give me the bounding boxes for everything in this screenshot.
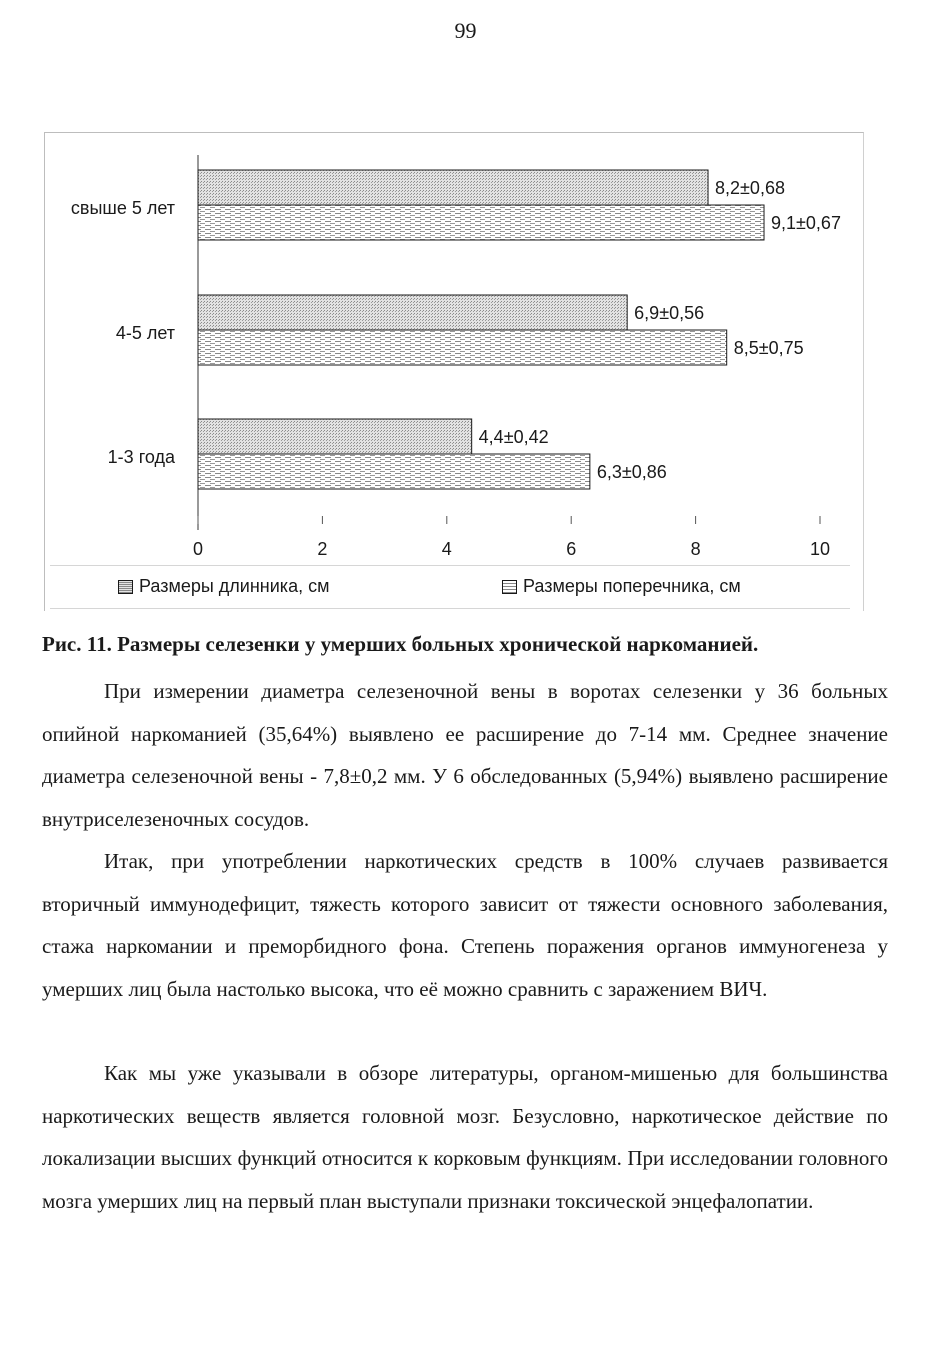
data-label: 9,1±0,67 <box>771 213 841 233</box>
page-number: 99 <box>454 18 477 43</box>
x-tick-label: 4 <box>441 539 452 559</box>
x-tick-label: 6 <box>566 539 577 559</box>
bar <box>198 454 590 489</box>
data-label: 8,2±0,68 <box>715 178 785 198</box>
data-label: 8,5±0,75 <box>733 338 804 358</box>
chart-legend <box>50 565 850 609</box>
data-label: 4,4±0,42 <box>478 427 549 447</box>
category-label: 1-3 года <box>107 447 175 467</box>
x-tick-label: 10 <box>809 539 831 559</box>
bar-chart <box>45 133 863 611</box>
data-label: 6,3±0,86 <box>596 462 667 482</box>
legend-item-width <box>502 576 741 597</box>
legend-label-width: Размеры поперечника, см <box>523 576 741 596</box>
category-label: свыше 5 лет <box>70 198 175 218</box>
legend-item-length <box>118 576 329 597</box>
legend-swatch-width <box>502 580 517 594</box>
bar <box>198 170 708 205</box>
legend-swatch-length <box>118 580 133 594</box>
paragraph-1: При измерении диаметра селезеночной вены в воротах селезенки у 36 больных опийной наркоманией (35,64%) выявлено ее расширение до 7-14 мм. Среднее значение диаметра селезеночной вены - 7,8±0,2 мм. У 6 обследованных (5,94%) выявлено расширение внутриселезеночных сосудов. <box>42 679 888 831</box>
x-tick-label: 8 <box>690 539 701 559</box>
bar <box>198 205 764 240</box>
paragraph-3: Как мы уже указывали в обзоре литературы, органом-мишенью для большинства наркотических веществ является головной мозг. Безусловно, наркотическое действие по локализации высших функций относится к корковым функциям. При исследовании головного мозга умерших лиц на первый план выступали признаки токсической энцефалопатии. <box>42 1061 888 1213</box>
paragraph-2: Итак, при употреблении наркотических средств в 100% случаев развивается вторичный иммунодефицит, тяжесть которого зависит от тяжести основного заболевания, стажа наркомании и преморбидного фона. Степень поражения органов иммуногенеза у умерших лиц была настолько высока, что её можно сравнить с заражением ВИЧ. <box>42 849 888 1001</box>
figure-caption: Рис. 11. Размеры селезенки у умерших больных хронической наркоманией. <box>42 632 759 656</box>
bar <box>198 295 627 330</box>
x-tick-label: 0 <box>192 539 204 559</box>
bar <box>198 419 472 454</box>
x-tick-label: 2 <box>317 539 328 559</box>
data-label: 6,9±0,56 <box>634 303 705 323</box>
bar <box>198 330 727 365</box>
legend-label-length: Размеры длинника, см <box>139 576 330 596</box>
category-label: 4-5 лет <box>115 323 175 343</box>
chart-frame <box>44 132 864 611</box>
